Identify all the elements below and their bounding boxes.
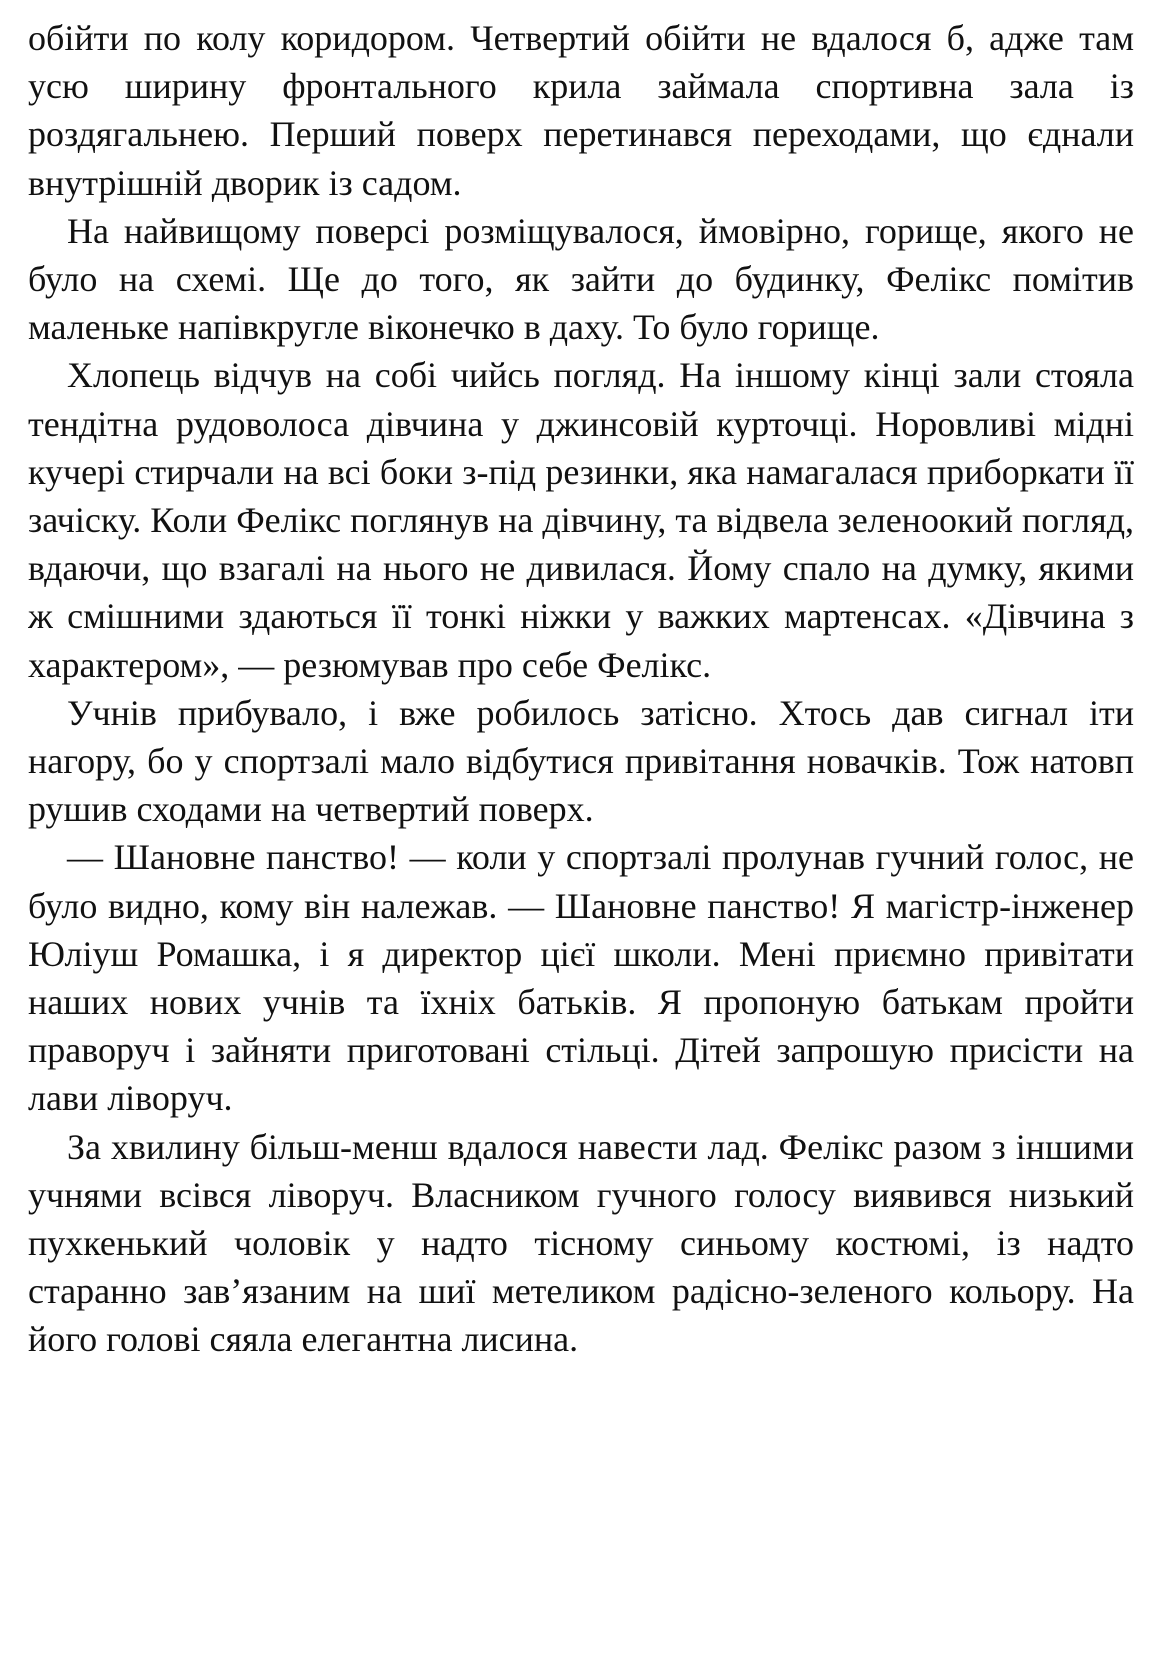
book-page [28,14,1134,1644]
paragraph-continued: обійти по колу коридором. Четвертий обійти не вдалося б, адже там усю ширину фронтального крила займала спортивна зала із роздягальнею. Перший поверх перетинався переходами, що єднали внутрішній дворик із садом. [28,18,1134,203]
paragraph-director-speech: — Шановне панство! — коли у спортзалі пролунав гучний голос, не було видно, кому він належав. — Шановне панство! Я магістр-інженер Юліуш Ромашка, і я директор цієї школи. Мені приємно привітати наших нових учнів та їхніх батьків. Я пропоную батькам пройти праворуч і зайняти приготовані стільці. Дітей запрошую присісти на лави ліворуч. [28,837,1134,1119]
paragraph-redhead-girl: Хлопець відчув на собі чийсь погляд. На іншому кінці зали стояла тендітна рудоволоса дівчина у джинсовій курточці. Норовливі мідні кучері стирчали на всі боки з-під резинки, яка намагалася приборкати її зачіску. Коли Фелікс поглянув на дівчину, та відвела зеленоокий погляд, вдаючи, що взагалі на нього не дивилася. Йому спало на думку, якими ж смішними здаються її тонкі ніжки у важких мартенсах. «Дівчина з характером», — резюмував про себе Фелікс. [28,355,1134,685]
paragraph-director-description: За хвилину більш-менш вдалося навести лад. Фелікс разом з іншими учнями всівся ліворуч. Власником гучного голосу виявився низький пухкенький чоловік у надто тісному синьому костюмі, із надто старанно зав’язаним на шиї метеликом радісно-зеленого кольору. На його голові сяяла елегантна лисина. [28,1126,1134,1360]
paragraph-attic: На найвищому поверсі розміщувалося, ймовірно, горище, якого не було на схемі. Ще до того, як зайти до будинку, Фелікс помітив маленьке напівкругле віконечко в даху. То було горище. [28,210,1134,348]
paragraph-crowd-upstairs: Учнів прибувало, і вже робилось затісно. Хтось дав сигнал іти нагору, бо у спортзалі мало відбутися привітання новачків. Тож натовп рушив сходами на четвертий поверх. [28,692,1134,830]
